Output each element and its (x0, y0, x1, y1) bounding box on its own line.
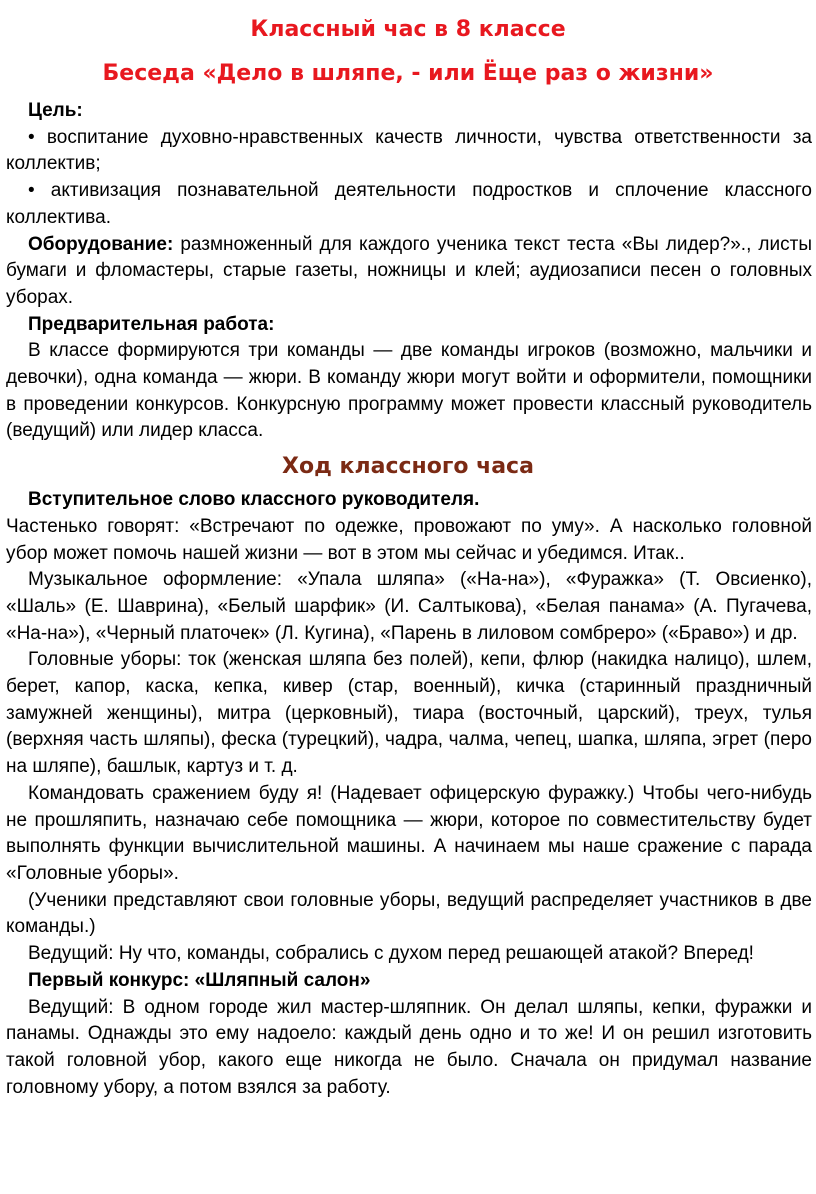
students-paragraph: (Ученики представляют свои головные уборы, ведущий распределяет участников в две команды.) (6, 889, 812, 938)
equipment-paragraph (0, 232, 816, 312)
prep-label: Предварительная работа: (28, 313, 275, 335)
music-paragraph: Музыкальное оформление: «Упала шляпа» («На-на»), «Фуражка» (Т. Овсиенко), «Шаль» (Е. Шаврина), «Белый шарфик» (И. Салтыкова), «Белая панама» (А. Пугачева, «На-на»), «Черный платочек» (Л. Кугина), «Парень в лиловом сомбреро» («Браво») и др. (6, 569, 812, 644)
contest-heading: Первый конкурс: «Шляпный салон» (28, 969, 371, 991)
command-paragraph: Командовать сражением буду я! (Надевает офицерскую фуражку.) Чтобы чего-нибудь не прошляпить, назначаю себе помощника — жюри, которое по совместительству будет выполнять функции вычислительной машины. А начинаем мы наше сражение с парада «Головные уборы». (6, 782, 812, 884)
goal-item-2: • активизация познавательной деятельности подростков и сплочение классного коллектива. (6, 180, 812, 228)
equipment-label: Оборудование: (28, 233, 174, 255)
document-title: Классный час в 8 классе (250, 17, 566, 42)
goal-label: Цель: (28, 100, 83, 121)
course-heading: Ход классного часа (282, 454, 534, 480)
hats-paragraph: Головные уборы: ток (женская шляпа без полей), кепи, флюр (накидка налицо), шлем, берет, капор, каска, кепка, кивер (стар, военный), кичка (старинный праздничный замужней женщины), митра (церковный), тиара (восточный, царский), треух, тулья (верхняя часть шляпы), феска (турецкий), чадра, чалма, чепец, шапка, шляпа, эгрет (перо на шляпе), башлык, картуз и т. д. (6, 649, 812, 778)
host-paragraph-1: Ведущий: Ну что, команды, собрались с духом перед решающей атакой? Вперед! (28, 943, 754, 965)
document-subtitle: Беседа «Дело в шляпе, - или Ёще раз о жизни» (102, 61, 714, 86)
host-paragraph-2: Ведущий: В одном городе жил мастер-шляпник. Он делал шляпы, кепки, фуражки и панамы. Однажды это ему надоело: каждый день одно и то же! И он решил изготовить такой головной убор, какого еще никогда не было. Сначала он придумал название головному убору, а потом взялся за работу. (6, 996, 812, 1098)
goal-item-1: • воспитание духовно-нравственных качеств личности, чувства ответственности за коллектив; (6, 126, 812, 175)
intro-heading: Вступительное слово классного руководителя. (28, 489, 480, 511)
prep-text: В классе формируются три команды — две команды игроков (возможно, мальчики и девочки), одна команда — жюри. В команду жюри могут войти и оформители, помощники в проведении конкурсов. Конкурсную программу может провести классный руководитель (ведущий) или лидер класса. (6, 340, 812, 442)
equipment-text: размноженный для каждого ученика текст теста «Вы лидер?»., листы бумаги и фломастеры, старые газеты, ножницы и клей; аудиозаписи песен о головных уборах. (6, 233, 812, 308)
intro-text: Частенько говорят: «Встречают по одежке, провожают по уму». А насколько головной убор может помочь нашей жизни — вот в этом мы сейчас и убедимся. Итак.. (6, 515, 812, 564)
